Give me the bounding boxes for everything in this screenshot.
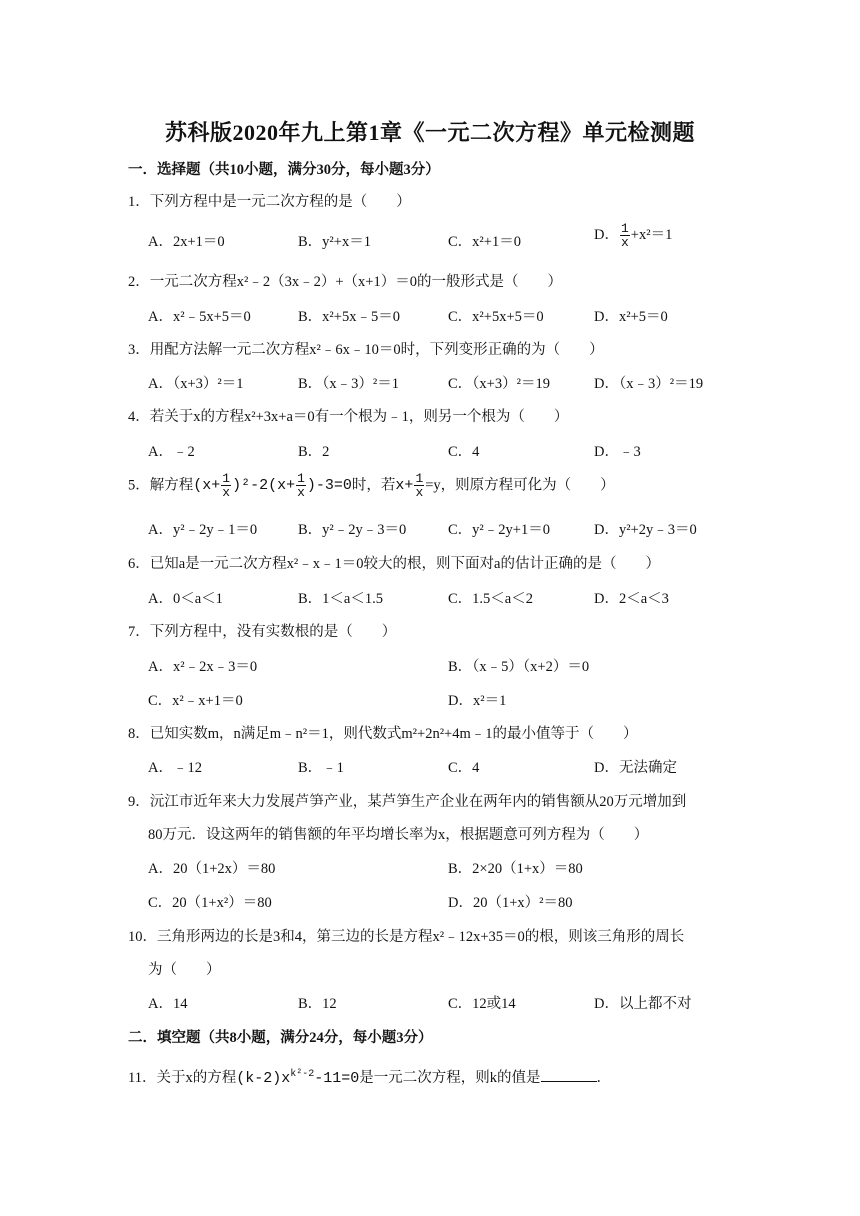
q11-stem-mid: 是一元二次方程，则k的值是 [359, 1070, 541, 1086]
fraction [620, 222, 630, 249]
q2-option-c: C．x²+5x+5＝0 [448, 309, 544, 325]
q5-eq-part: (x+ [193, 477, 221, 495]
q4-option-a: A．﹣2 [148, 444, 195, 460]
q1-option-a: A．2x+1＝0 [148, 234, 225, 250]
q10-option-a: A．14 [148, 996, 188, 1012]
fraction [221, 472, 231, 499]
q11-eq-tail: -11=0 [314, 1070, 360, 1087]
question-11-stem [128, 1066, 611, 1087]
question-6-stem: 6．已知a是一元二次方程x²﹣x﹣1＝0较大的根，则下面对a的估计正确的是（ ） [128, 556, 660, 572]
fraction-denominator: x [415, 485, 424, 500]
q2-option-b: B．x²+5x﹣5＝0 [298, 309, 400, 325]
q5-stem-mid: 时，若 [351, 477, 396, 494]
q2-option-d: D．x²+5＝0 [594, 309, 668, 325]
q6-option-b: B．1＜a＜1.5 [298, 591, 383, 607]
q11-eq-exponent: k²-2 [290, 1069, 315, 1080]
q1-option-d-rest: +x²＝1 [630, 226, 673, 243]
question-1-stem: 1．下列方程中是一元二次方程的是（ ） [128, 194, 411, 210]
q6-option-d: D．2＜a＜3 [594, 591, 669, 607]
question-4-stem: 4．若关于x的方程x²+3x+a＝0有一个根为﹣1，则另一个根为（ ） [128, 409, 569, 425]
q7-option-b: B．（x﹣5）（x+2）＝0 [448, 659, 590, 675]
fraction-denominator: x [297, 485, 305, 500]
q5-option-a: A．y²﹣2y﹣1＝0 [148, 522, 258, 538]
question-9-stem-line-2: 80万元．设这两年的销售额的年平均增长率为x，根据题意可列方程为（ ） [148, 827, 649, 843]
q3-option-b: B．（x﹣3）²＝1 [298, 376, 400, 392]
q3-option-c: C．（x+3）²＝19 [448, 376, 550, 392]
question-10-stem-line-2: 为（ ） [148, 962, 221, 978]
q5-eq-part: x+ [395, 477, 414, 495]
section-heading-fill-in: 二．填空题（共8小题，满分24分，每小题3分） [128, 1030, 433, 1046]
q6-option-a: A．0＜a＜1 [148, 591, 223, 607]
q3-option-d: D．（x﹣3）²＝19 [594, 376, 704, 392]
q4-option-d: D．﹣3 [594, 444, 641, 460]
q5-option-b: B．y²﹣2y﹣3＝0 [298, 522, 407, 538]
fraction-numerator: 1 [222, 471, 231, 486]
fraction-denominator: x [222, 485, 231, 500]
question-3-stem: 3．用配方法解一元二次方程x²﹣6x﹣10＝0时，下列变形正确的为（ ） [128, 342, 604, 358]
q1-option-d [594, 222, 672, 249]
question-9-stem-line-1: 9．沅江市近年来大力发展芦笋产业，某芦笋生产企业在两年内的销售额从20万元增加到 [128, 794, 687, 810]
q10-option-c: C．12或14 [448, 996, 516, 1012]
q4-option-b: B．2 [298, 444, 330, 460]
fraction-numerator: 1 [415, 471, 424, 486]
question-5-stem [128, 472, 615, 499]
q5-eq-part: )²-2(x+ [232, 477, 296, 495]
q5-substitution [395, 471, 425, 500]
q7-option-c: C．x²﹣x+1＝0 [148, 693, 243, 709]
q5-stem-end: =y，则原方程可化为（ ） [425, 477, 615, 494]
fraction-numerator: 1 [297, 471, 305, 486]
q8-option-c: C．4 [448, 760, 480, 776]
q3-option-a: A．（x+3）²＝1 [148, 376, 244, 392]
q7-option-d: D．x²＝1 [448, 693, 507, 709]
q4-option-c: C．4 [448, 444, 480, 460]
fraction-numerator: 1 [620, 221, 629, 236]
q11-eq-base: (k-2)x [236, 1070, 291, 1087]
q11-stem-start: 11．关于x的方程 [128, 1070, 237, 1086]
q11-equation [236, 1070, 359, 1087]
q1-option-c: C．x²+1＝0 [448, 234, 521, 250]
q9-option-d: D．20（1+x）²＝80 [448, 895, 573, 911]
q1-option-b: B．y²+x＝1 [298, 234, 371, 250]
q8-option-b: B．﹣1 [298, 760, 344, 776]
question-8-stem: 8．已知实数m，n满足m﹣n²＝1，则代数式m²+2n²+4m﹣1的最小值等于（ ） [128, 726, 638, 742]
question-7-stem: 7．下列方程中，没有实数根的是（ ） [128, 624, 397, 640]
q8-option-a: A．﹣12 [148, 760, 202, 776]
q10-option-d: D．以上都不对 [594, 996, 692, 1012]
q8-option-d: D．无法确定 [594, 760, 677, 776]
q9-option-c: C．20（1+x²）＝80 [148, 895, 272, 911]
question-10-stem-line-1: 10．三角形两边的长是3和4，第三边的长是方程x²﹣12x+35＝0的根，则该三角形的周长 [128, 929, 685, 945]
fraction [296, 472, 306, 499]
q5-eq-part: )-3=0 [306, 477, 352, 495]
answer-blank[interactable] [541, 1067, 597, 1082]
q1-option-d-prefix: D． [594, 226, 619, 243]
q11-stem-end: ． [596, 1070, 612, 1086]
q7-option-a: A．x²﹣2x﹣3＝0 [148, 659, 258, 675]
q5-equation [193, 471, 352, 500]
fraction [414, 472, 424, 499]
fraction-denominator: x [620, 235, 629, 250]
q5-option-c: C．y²﹣2y+1＝0 [448, 522, 550, 538]
q5-stem-start: 5．解方程 [128, 477, 194, 494]
q9-option-a: A．20（1+2x）＝80 [148, 861, 276, 877]
question-2-stem: 2．一元二次方程x²﹣2（3x﹣2）+（x+1）＝0的一般形式是（ ） [128, 274, 562, 290]
q6-option-c: C．1.5＜a＜2 [448, 591, 533, 607]
q10-option-b: B．12 [298, 996, 337, 1012]
q5-option-d: D．y²+2y﹣3＝0 [594, 522, 697, 538]
section-heading-choice: 一．选择题（共10小题，满分30分，每小题3分） [128, 162, 440, 178]
q9-option-b: B．2×20（1+x）＝80 [448, 861, 583, 877]
q2-option-a: A．x²﹣5x+5＝0 [148, 309, 251, 325]
page-title: 苏科版2020年九上第1章《一元二次方程》单元检测题 [164, 120, 695, 145]
